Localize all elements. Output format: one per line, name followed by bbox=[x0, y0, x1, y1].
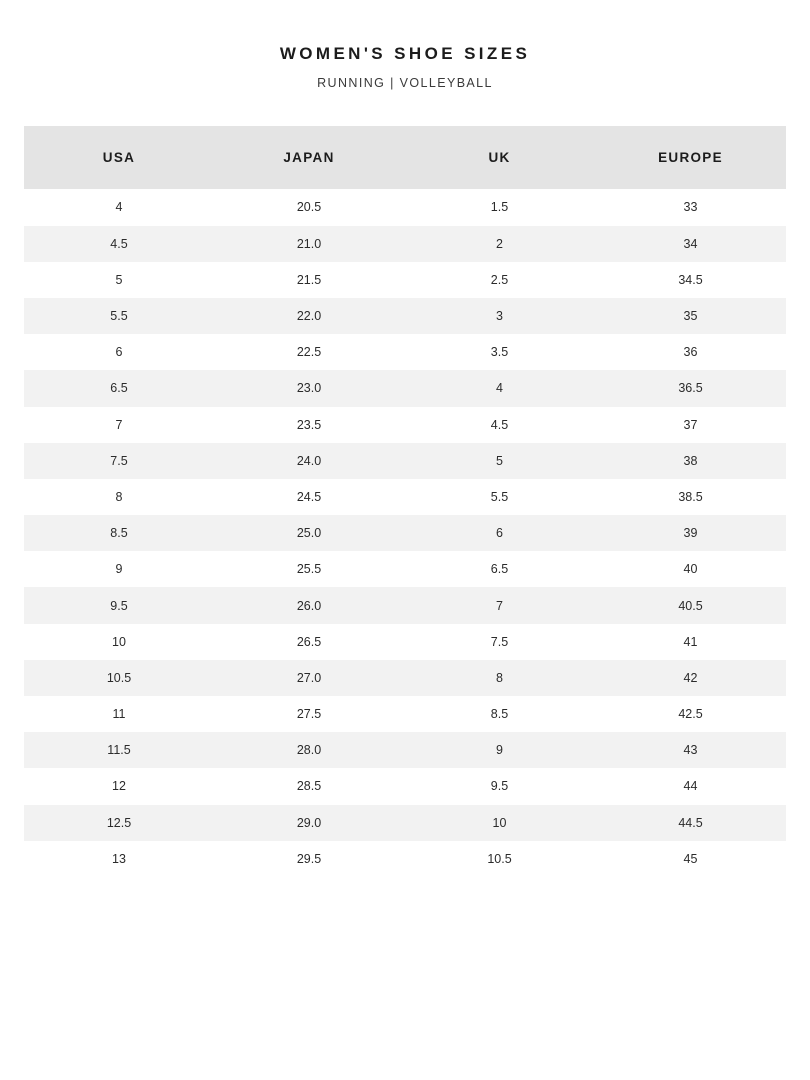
column-header-europe: EUROPE bbox=[595, 126, 786, 189]
column-header-uk: UK bbox=[404, 126, 595, 189]
table-row bbox=[24, 551, 786, 587]
cell-europe: 34.5 bbox=[595, 262, 786, 298]
cell-europe: 40 bbox=[595, 551, 786, 587]
size-conversion-table bbox=[24, 126, 786, 877]
cell-japan: 25.5 bbox=[214, 551, 404, 587]
cell-japan: 29.5 bbox=[214, 841, 404, 877]
cell-usa: 4 bbox=[24, 189, 214, 225]
cell-japan: 21.5 bbox=[214, 262, 404, 298]
cell-usa: 4.5 bbox=[24, 226, 214, 262]
cell-japan: 28.5 bbox=[214, 768, 404, 804]
table-header-row bbox=[24, 126, 786, 189]
cell-uk: 10.5 bbox=[404, 841, 595, 877]
table-row bbox=[24, 768, 786, 804]
table-body bbox=[24, 189, 786, 877]
cell-europe: 37 bbox=[595, 407, 786, 443]
cell-usa: 7.5 bbox=[24, 443, 214, 479]
cell-uk: 7 bbox=[404, 587, 595, 623]
cell-usa: 12.5 bbox=[24, 805, 214, 841]
cell-uk: 9 bbox=[404, 732, 595, 768]
cell-japan: 23.5 bbox=[214, 407, 404, 443]
cell-uk: 9.5 bbox=[404, 768, 595, 804]
cell-usa: 11 bbox=[24, 696, 214, 732]
table-row bbox=[24, 443, 786, 479]
table-row bbox=[24, 479, 786, 515]
cell-uk: 1.5 bbox=[404, 189, 595, 225]
cell-japan: 22.5 bbox=[214, 334, 404, 370]
cell-europe: 45 bbox=[595, 841, 786, 877]
cell-usa: 8 bbox=[24, 479, 214, 515]
table-row bbox=[24, 226, 786, 262]
cell-europe: 44.5 bbox=[595, 805, 786, 841]
cell-usa: 5 bbox=[24, 262, 214, 298]
cell-japan: 29.0 bbox=[214, 805, 404, 841]
cell-uk: 2.5 bbox=[404, 262, 595, 298]
cell-japan: 27.5 bbox=[214, 696, 404, 732]
table-row bbox=[24, 298, 786, 334]
cell-usa: 10 bbox=[24, 624, 214, 660]
cell-uk: 4.5 bbox=[404, 407, 595, 443]
table-row bbox=[24, 660, 786, 696]
cell-japan: 24.0 bbox=[214, 443, 404, 479]
table-header bbox=[24, 126, 786, 189]
cell-uk: 6.5 bbox=[404, 551, 595, 587]
cell-uk: 3.5 bbox=[404, 334, 595, 370]
table-row bbox=[24, 841, 786, 877]
table-row bbox=[24, 696, 786, 732]
page-subtitle: RUNNING | VOLLEYBALL bbox=[317, 76, 493, 91]
cell-japan: 25.0 bbox=[214, 515, 404, 551]
column-header-japan: JAPAN bbox=[214, 126, 404, 189]
cell-uk: 7.5 bbox=[404, 624, 595, 660]
cell-europe: 44 bbox=[595, 768, 786, 804]
cell-usa: 8.5 bbox=[24, 515, 214, 551]
cell-japan: 26.5 bbox=[214, 624, 404, 660]
cell-europe: 36 bbox=[595, 334, 786, 370]
cell-japan: 24.5 bbox=[214, 479, 404, 515]
cell-uk: 5.5 bbox=[404, 479, 595, 515]
cell-usa: 12 bbox=[24, 768, 214, 804]
cell-japan: 21.0 bbox=[214, 226, 404, 262]
cell-usa: 13 bbox=[24, 841, 214, 877]
cell-europe: 35 bbox=[595, 298, 786, 334]
cell-europe: 33 bbox=[595, 189, 786, 225]
column-header-usa: USA bbox=[24, 126, 214, 189]
cell-europe: 38 bbox=[595, 443, 786, 479]
cell-usa: 6.5 bbox=[24, 370, 214, 406]
cell-europe: 38.5 bbox=[595, 479, 786, 515]
cell-japan: 28.0 bbox=[214, 732, 404, 768]
table-row bbox=[24, 805, 786, 841]
page-title: WOMEN'S SHOE SIZES bbox=[279, 44, 531, 63]
cell-europe: 43 bbox=[595, 732, 786, 768]
table-row bbox=[24, 189, 786, 225]
table-row bbox=[24, 334, 786, 370]
title-block bbox=[0, 0, 810, 90]
cell-usa: 6 bbox=[24, 334, 214, 370]
cell-europe: 42 bbox=[595, 660, 786, 696]
cell-uk: 2 bbox=[404, 226, 595, 262]
cell-usa: 10.5 bbox=[24, 660, 214, 696]
cell-uk: 6 bbox=[404, 515, 595, 551]
table-row bbox=[24, 515, 786, 551]
cell-japan: 23.0 bbox=[214, 370, 404, 406]
table-row bbox=[24, 587, 786, 623]
cell-usa: 7 bbox=[24, 407, 214, 443]
cell-uk: 8.5 bbox=[404, 696, 595, 732]
cell-europe: 40.5 bbox=[595, 587, 786, 623]
cell-uk: 3 bbox=[404, 298, 595, 334]
cell-europe: 36.5 bbox=[595, 370, 786, 406]
cell-europe: 42.5 bbox=[595, 696, 786, 732]
cell-usa: 5.5 bbox=[24, 298, 214, 334]
table-row bbox=[24, 732, 786, 768]
cell-uk: 4 bbox=[404, 370, 595, 406]
cell-japan: 26.0 bbox=[214, 587, 404, 623]
cell-usa: 9 bbox=[24, 551, 214, 587]
cell-usa: 9.5 bbox=[24, 587, 214, 623]
cell-japan: 20.5 bbox=[214, 189, 404, 225]
cell-uk: 5 bbox=[404, 443, 595, 479]
cell-europe: 34 bbox=[595, 226, 786, 262]
table-row bbox=[24, 370, 786, 406]
table-row bbox=[24, 624, 786, 660]
cell-uk: 8 bbox=[404, 660, 595, 696]
cell-uk: 10 bbox=[404, 805, 595, 841]
size-table-wrapper bbox=[24, 126, 786, 877]
cell-europe: 41 bbox=[595, 624, 786, 660]
table-row bbox=[24, 407, 786, 443]
cell-japan: 27.0 bbox=[214, 660, 404, 696]
table-row bbox=[24, 262, 786, 298]
cell-usa: 11.5 bbox=[24, 732, 214, 768]
cell-europe: 39 bbox=[595, 515, 786, 551]
cell-japan: 22.0 bbox=[214, 298, 404, 334]
